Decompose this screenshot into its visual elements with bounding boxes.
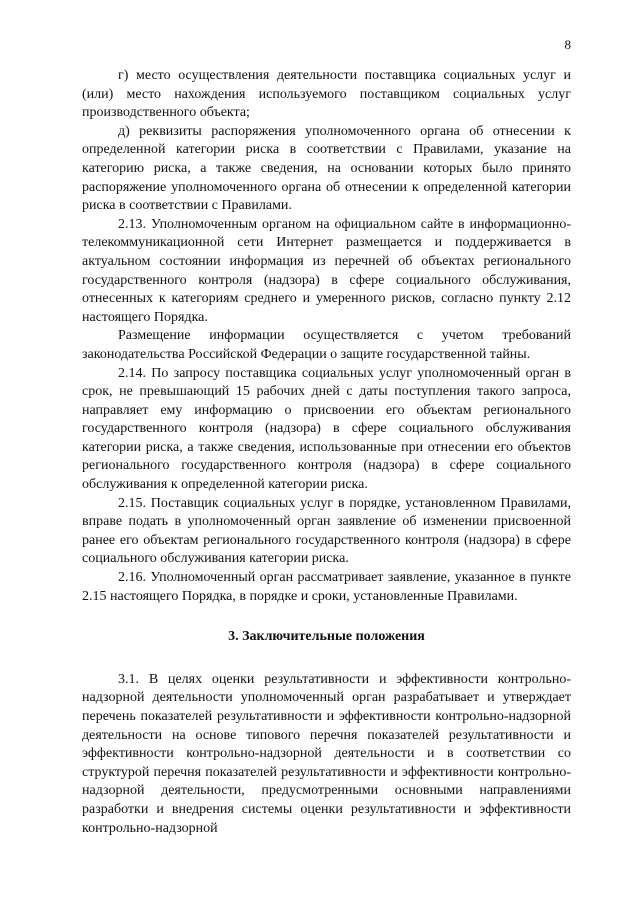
- paragraph-2-13-note: Размещение информации осуществляется с учетом требований законодательства Российской Федерации о защите государственной тайны.: [82, 328, 571, 362]
- page-number: 8: [564, 37, 571, 52]
- paragraph-item-d: д) реквизиты распоряжения уполномоченного органа об отнесении к определенной категории риска в соответствии с Правилами, указание на категорию риска, а также сведения, на основании которых было принято распоряжение уполномоченного органа об отнесении к определенной категории риска в соответствии с Правилами.: [82, 123, 571, 214]
- paragraph-2-16: 2.16. Уполномоченный орган рассматривает заявление, указанное в пункте 2.15 настоящего Порядка, в порядке и сроки, установленные Правилами.: [82, 570, 571, 604]
- paragraph-2-15: 2.15. Поставщик социальных услуг в порядке, установленном Правилами, вправе подать в уполномоченный орган заявление об изменении присвоенной ранее его объектам регионального государственного контроля (надзора) в сфере социального обслуживания категории риска.: [82, 495, 571, 567]
- paragraph-item-g: г) место осуществления деятельности поставщика социальных услуг и (или) место нахождения используемого поставщиком социальных услуг производственного объекта;: [82, 68, 571, 121]
- paragraph-2-14: 2.14. По запросу поставщика социальных услуг уполномоченный орган в срок, не превышающий 15 рабочих дней с даты поступления такого запроса, направляет ему информацию о присвоении его объектам регионального государственного контроля (надзора) в сфере социального обслуживания категории риска, а также сведения, использованные при отнесении его объектов регионального государственного контроля (надзора) в сфере социального обслуживания к определенной категории риска.: [82, 365, 571, 493]
- paragraph-3-1: 3.1. В целях оценки результативности и эффективности контрольно-надзорной деятельности уполномоченный орган разрабатывает и утверждает перечень показателей результативности и эффективности контрольно-надзорной деятельности на основе типового перечня показателей результативности и эффективности контрольно-надзорной деятельности и в соответствии со структурой перечня показателей результативности и эффективности контрольно-надзорной деятельности, предусмотренными основными направлениями разработки и внедрения системы оценки результативности и эффективности контрольно-надзорной: [82, 671, 571, 836]
- paragraph-2-13: 2.13. Уполномоченным органом на официальном сайте в информационно-телекоммуникационной сети Интернет размещается и поддерживается в актуальном состоянии информация из перечней об объектах регионального государственного контроля (надзора) в сфере социального обслуживания, отнесенных к категориям среднего и умеренного рисков, согласно пункту 2.12 настоящего Порядка.: [82, 216, 571, 325]
- section-heading: 3. Заключительные положения: [228, 629, 425, 645]
- document-body: [82, 67, 571, 838]
